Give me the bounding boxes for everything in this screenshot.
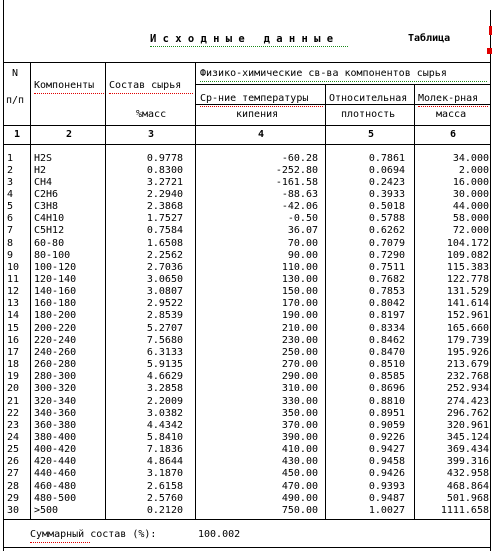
total-value: 100.002 bbox=[198, 529, 241, 540]
relative-density-cell: 0.0694 bbox=[368, 164, 405, 176]
spellcheck-underline bbox=[30, 542, 90, 543]
molecular-mass-cell: 115.383 bbox=[446, 261, 489, 273]
molecular-mass-cell: 468.864 bbox=[446, 480, 489, 492]
col4-header: Ср-ние температуры bbox=[200, 93, 309, 104]
relative-density-cell: 0.8462 bbox=[368, 334, 405, 346]
col2-header: Компоненты bbox=[34, 80, 95, 91]
component-name-cell: 480-500 bbox=[34, 492, 77, 504]
table-row bbox=[0, 286, 493, 298]
spellcheck-mark bbox=[489, 26, 492, 35]
table-row bbox=[0, 383, 493, 395]
row-number-cell: 16 bbox=[7, 334, 20, 346]
row-number-cell: 13 bbox=[7, 298, 20, 310]
molecular-mass-cell: 320.961 bbox=[446, 419, 489, 431]
boiling-temperature-cell: 36.07 bbox=[287, 225, 318, 237]
spellcheck-underline bbox=[200, 106, 323, 107]
molecular-mass-cell: 152.961 bbox=[446, 310, 489, 322]
boiling-temperature-cell: 230.00 bbox=[281, 334, 318, 346]
subheader-rule bbox=[196, 104, 490, 105]
row-number-cell: 25 bbox=[7, 444, 20, 456]
feed-composition-cell: 3.0382 bbox=[146, 407, 183, 419]
row-number-cell: 30 bbox=[7, 504, 20, 516]
row-number-cell: 23 bbox=[7, 419, 20, 431]
row-number-cell: 5 bbox=[7, 201, 14, 213]
row-number-cell: 29 bbox=[7, 492, 20, 504]
component-name-cell: 460-480 bbox=[34, 480, 77, 492]
feed-composition-cell: 2.8539 bbox=[146, 310, 183, 322]
colnum-sep bbox=[195, 125, 196, 144]
boiling-temperature-cell: 90.00 bbox=[287, 249, 318, 261]
feed-composition-cell: 5.2707 bbox=[146, 322, 183, 334]
col5-header: Относительная bbox=[329, 93, 408, 104]
col4-header-line2: кипения bbox=[236, 109, 279, 120]
table-row bbox=[0, 468, 493, 480]
boiling-temperature-cell: 370.00 bbox=[281, 419, 318, 431]
row-number-cell: 11 bbox=[7, 274, 20, 285]
component-name-cell: C2H6 bbox=[34, 188, 59, 200]
table-row bbox=[0, 250, 493, 262]
colnum-sep bbox=[30, 125, 31, 144]
boiling-temperature-cell: 250.00 bbox=[281, 346, 318, 358]
boiling-temperature-cell: -42.06 bbox=[281, 201, 318, 213]
row-number-cell: 20 bbox=[7, 383, 20, 395]
component-name-cell: 60-80 bbox=[34, 237, 65, 249]
feed-composition-cell: 5.8410 bbox=[146, 431, 183, 443]
boiling-temperature-cell: 310.00 bbox=[281, 383, 318, 395]
row-number-cell: 8 bbox=[7, 237, 14, 249]
row-number-cell: 15 bbox=[7, 322, 20, 334]
molecular-mass-cell: 432.958 bbox=[446, 468, 489, 480]
table-row bbox=[0, 201, 493, 213]
table-row bbox=[0, 238, 493, 250]
feed-composition-cell: 2.2009 bbox=[146, 395, 183, 407]
boiling-temperature-cell: 490.00 bbox=[281, 492, 318, 504]
component-name-cell: 440-460 bbox=[34, 468, 77, 480]
table-row bbox=[0, 408, 493, 420]
boiling-temperature-cell: 170.00 bbox=[281, 298, 318, 310]
molecular-mass-cell: 296.762 bbox=[446, 407, 489, 419]
molecular-mass-cell: 213.679 bbox=[446, 359, 489, 371]
boiling-temperature-cell: 350.00 bbox=[281, 407, 318, 419]
row-number-cell: 26 bbox=[7, 456, 20, 468]
feed-composition-cell: 2.7036 bbox=[146, 261, 183, 273]
row-number-cell: 27 bbox=[7, 468, 20, 480]
table-row bbox=[0, 189, 493, 201]
boiling-temperature-cell: 410.00 bbox=[281, 444, 318, 456]
table-row bbox=[0, 274, 493, 286]
col5-header-line2: плотность bbox=[341, 109, 396, 120]
spellcheck-underline bbox=[418, 106, 488, 107]
table-row bbox=[0, 177, 493, 189]
row-number-cell: 6 bbox=[7, 213, 14, 225]
colnum-5: 5 bbox=[368, 129, 375, 140]
component-name-cell: 80-100 bbox=[34, 249, 71, 261]
colnum-4: 4 bbox=[258, 129, 265, 140]
component-name-cell: 240-260 bbox=[34, 346, 77, 358]
row-number-cell: 28 bbox=[7, 480, 20, 492]
feed-composition-cell: 2.3868 bbox=[146, 201, 183, 213]
component-name-cell: 380-400 bbox=[34, 431, 77, 443]
row-number-cell: 3 bbox=[7, 176, 14, 188]
col3-unit: %масс bbox=[136, 109, 167, 120]
body-bottom-rule bbox=[3, 519, 490, 520]
colnum-6: 6 bbox=[450, 129, 457, 140]
relative-density-cell: 0.7861 bbox=[368, 152, 405, 164]
component-name-cell: 220-240 bbox=[34, 334, 77, 346]
molecular-mass-cell: 141.614 bbox=[446, 298, 489, 310]
molecular-mass-cell: 58.000 bbox=[452, 213, 489, 225]
boiling-temperature-cell: 430.00 bbox=[281, 456, 318, 468]
relative-density-cell: 0.9487 bbox=[368, 492, 405, 504]
component-name-cell: 320-340 bbox=[34, 395, 77, 407]
component-name-cell: 340-360 bbox=[34, 407, 77, 419]
boiling-temperature-cell: -252.80 bbox=[275, 164, 318, 176]
relative-density-cell: 0.8585 bbox=[368, 371, 405, 383]
feed-composition-cell: 4.6629 bbox=[146, 371, 183, 383]
molecular-mass-cell: 122.778 bbox=[446, 274, 489, 285]
relative-density-cell: 1.0027 bbox=[368, 504, 405, 516]
molecular-mass-cell: 195.926 bbox=[446, 346, 489, 358]
feed-composition-cell: 3.0807 bbox=[146, 286, 183, 298]
group-header-rule bbox=[196, 84, 490, 85]
table-row bbox=[0, 456, 493, 468]
molecular-mass-cell: 72.000 bbox=[452, 225, 489, 237]
boiling-temperature-cell: 750.00 bbox=[281, 504, 318, 516]
table-row bbox=[0, 481, 493, 493]
table-row bbox=[0, 310, 493, 322]
component-name-cell: >500 bbox=[34, 504, 59, 516]
feed-composition-cell: 3.0650 bbox=[146, 274, 183, 285]
relative-density-cell: 0.8197 bbox=[368, 310, 405, 322]
row-number-cell: 22 bbox=[7, 407, 20, 419]
colnum-3: 3 bbox=[148, 129, 155, 140]
colnum-sep bbox=[105, 125, 106, 144]
component-name-cell: C4H10 bbox=[34, 213, 65, 225]
table-row bbox=[0, 505, 493, 517]
component-name-cell: 200-220 bbox=[34, 322, 77, 334]
col-sep-3 bbox=[195, 62, 196, 125]
spellcheck-mark bbox=[487, 48, 492, 54]
column-number-top-rule bbox=[3, 125, 490, 126]
row-number-cell: 18 bbox=[7, 359, 20, 371]
feed-composition-cell: 4.4342 bbox=[146, 419, 183, 431]
grammar-underline bbox=[200, 81, 487, 82]
feed-composition-cell: 1.6508 bbox=[146, 237, 183, 249]
boiling-temperature-cell: 150.00 bbox=[281, 286, 318, 298]
total-label: Суммарный состав (%): bbox=[30, 529, 157, 540]
feed-composition-cell: 3.2721 bbox=[146, 176, 183, 188]
table-row bbox=[0, 165, 493, 177]
relative-density-cell: 0.9426 bbox=[368, 468, 405, 480]
component-name-cell: H2 bbox=[34, 164, 47, 176]
col3-header: Состав сырья bbox=[109, 80, 182, 91]
boiling-temperature-cell: 290.00 bbox=[281, 371, 318, 383]
spellcheck-underline bbox=[34, 93, 104, 94]
row-number-cell: 12 bbox=[7, 286, 20, 298]
table-row bbox=[0, 396, 493, 408]
colnum-sep bbox=[414, 125, 415, 144]
boiling-temperature-cell: 390.00 bbox=[281, 431, 318, 443]
relative-density-cell: 0.7682 bbox=[368, 274, 405, 285]
component-name-cell: 120-140 bbox=[34, 274, 77, 285]
col1-header: N bbox=[12, 68, 19, 79]
molecular-mass-cell: 30.000 bbox=[452, 188, 489, 200]
boiling-temperature-cell: 330.00 bbox=[281, 395, 318, 407]
header-top-rule bbox=[3, 62, 490, 63]
feed-composition-cell: 2.2562 bbox=[146, 249, 183, 261]
table-row bbox=[0, 347, 493, 359]
molecular-mass-cell: 252.934 bbox=[446, 383, 489, 395]
boiling-temperature-cell: -161.58 bbox=[275, 176, 318, 188]
molecular-mass-cell: 1111.658 bbox=[440, 504, 489, 516]
molecular-mass-cell: 501.968 bbox=[446, 492, 489, 504]
component-name-cell: 160-180 bbox=[34, 298, 77, 310]
relative-density-cell: 0.9393 bbox=[368, 480, 405, 492]
component-name-cell: 100-120 bbox=[34, 261, 77, 273]
feed-composition-cell: 2.9522 bbox=[146, 298, 183, 310]
relative-density-cell: 0.8810 bbox=[368, 395, 405, 407]
molecular-mass-cell: 34.000 bbox=[452, 152, 489, 164]
table-row bbox=[0, 432, 493, 444]
component-name-cell: 400-420 bbox=[34, 444, 77, 456]
grammar-underline bbox=[150, 46, 348, 47]
feed-composition-cell: 0.2120 bbox=[146, 504, 183, 516]
feed-composition-cell: 3.2858 bbox=[146, 383, 183, 395]
molecular-mass-cell: 369.434 bbox=[446, 444, 489, 456]
relative-density-cell: 0.8951 bbox=[368, 407, 405, 419]
col-sep-1 bbox=[30, 62, 31, 125]
boiling-temperature-cell: 70.00 bbox=[287, 237, 318, 249]
molecular-mass-cell: 131.529 bbox=[446, 286, 489, 298]
feed-composition-cell: 0.9778 bbox=[146, 152, 183, 164]
spellcheck-underline bbox=[109, 93, 193, 94]
table-row bbox=[0, 225, 493, 237]
relative-density-cell: 0.3933 bbox=[368, 188, 405, 200]
table-row bbox=[0, 444, 493, 456]
feed-composition-cell: 1.7527 bbox=[146, 213, 183, 225]
group-header: Физико-химические св-ва компонентов сырья bbox=[200, 68, 447, 79]
relative-density-cell: 0.7853 bbox=[368, 286, 405, 298]
relative-density-cell: 0.9458 bbox=[368, 456, 405, 468]
molecular-mass-cell: 109.082 bbox=[446, 249, 489, 261]
col6-header-line2: масса bbox=[436, 109, 467, 120]
footer-bottom-rule bbox=[3, 547, 490, 548]
col1-header-line2: п/п bbox=[6, 95, 25, 106]
row-number-cell: 19 bbox=[7, 371, 20, 383]
relative-density-cell: 0.8042 bbox=[368, 298, 405, 310]
component-name-cell: 260-280 bbox=[34, 359, 77, 371]
relative-density-cell: 0.8334 bbox=[368, 322, 405, 334]
molecular-mass-cell: 345.124 bbox=[446, 431, 489, 443]
component-name-cell: 300-320 bbox=[34, 383, 77, 395]
row-number-cell: 2 bbox=[7, 164, 14, 176]
table-row bbox=[0, 298, 493, 310]
table-row bbox=[0, 371, 493, 383]
boiling-temperature-cell: 110.00 bbox=[281, 261, 318, 273]
relative-density-cell: 0.7511 bbox=[368, 261, 405, 273]
molecular-mass-cell: 165.660 bbox=[446, 322, 489, 334]
feed-composition-cell: 4.8644 bbox=[146, 456, 183, 468]
col-sep-2 bbox=[105, 62, 106, 125]
feed-composition-cell: 3.1870 bbox=[146, 468, 183, 480]
boiling-temperature-cell: -60.28 bbox=[281, 152, 318, 164]
feed-composition-cell: 2.6158 bbox=[146, 480, 183, 492]
table-row bbox=[0, 493, 493, 505]
row-number-cell: 17 bbox=[7, 346, 20, 358]
component-name-cell: 180-200 bbox=[34, 310, 77, 322]
row-number-cell: 10 bbox=[7, 261, 20, 273]
table-row bbox=[0, 262, 493, 274]
boiling-temperature-cell: 190.00 bbox=[281, 310, 318, 322]
boiling-temperature-cell: 210.00 bbox=[281, 322, 318, 334]
molecular-mass-cell: 16.000 bbox=[452, 176, 489, 188]
relative-density-cell: 0.6262 bbox=[368, 225, 405, 237]
row-number-cell: 9 bbox=[7, 249, 14, 261]
boiling-temperature-cell: -88.63 bbox=[281, 188, 318, 200]
colnum-sep bbox=[325, 125, 326, 144]
row-number-cell: 4 bbox=[7, 188, 14, 200]
row-number-cell: 24 bbox=[7, 431, 20, 443]
table-row bbox=[0, 335, 493, 347]
molecular-mass-cell: 232.768 bbox=[446, 371, 489, 383]
table-row bbox=[0, 359, 493, 371]
colnum-2: 2 bbox=[66, 129, 73, 140]
component-name-cell: C5H12 bbox=[34, 225, 65, 237]
component-name-cell: 140-160 bbox=[34, 286, 77, 298]
component-name-cell: H2S bbox=[34, 152, 53, 164]
relative-density-cell: 0.5018 bbox=[368, 201, 405, 213]
feed-composition-cell: 7.1836 bbox=[146, 444, 183, 456]
row-number-cell: 21 bbox=[7, 395, 20, 407]
table-label: Таблица bbox=[408, 33, 451, 44]
relative-density-cell: 0.7079 bbox=[368, 237, 405, 249]
row-number-cell: 1 bbox=[7, 152, 14, 164]
table-row bbox=[0, 323, 493, 335]
boiling-temperature-cell: 450.00 bbox=[281, 468, 318, 480]
relative-density-cell: 0.7290 bbox=[368, 249, 405, 261]
table-row bbox=[0, 420, 493, 432]
colnum-1: 1 bbox=[14, 129, 21, 140]
relative-density-cell: 0.8696 bbox=[368, 383, 405, 395]
feed-composition-cell: 2.2940 bbox=[146, 188, 183, 200]
boiling-temperature-cell: 270.00 bbox=[281, 359, 318, 371]
row-number-cell: 7 bbox=[7, 225, 14, 237]
boiling-temperature-cell: 470.00 bbox=[281, 480, 318, 492]
feed-composition-cell: 0.7584 bbox=[146, 225, 183, 237]
relative-density-cell: 0.9059 bbox=[368, 419, 405, 431]
relative-density-cell: 0.2423 bbox=[368, 176, 405, 188]
relative-density-cell: 0.5788 bbox=[368, 213, 405, 225]
table-row bbox=[0, 153, 493, 165]
relative-density-cell: 0.8510 bbox=[368, 359, 405, 371]
component-name-cell: C3H8 bbox=[34, 201, 59, 213]
feed-composition-cell: 0.8300 bbox=[146, 164, 183, 176]
component-name-cell: 360-380 bbox=[34, 419, 77, 431]
row-number-cell: 14 bbox=[7, 310, 20, 322]
feed-composition-cell: 5.9135 bbox=[146, 359, 183, 371]
component-name-cell: CH4 bbox=[34, 176, 53, 188]
feed-composition-cell: 2.5760 bbox=[146, 492, 183, 504]
boiling-temperature-cell: -0.50 bbox=[287, 213, 318, 225]
molecular-mass-cell: 179.739 bbox=[446, 334, 489, 346]
body-top-rule bbox=[3, 144, 490, 145]
relative-density-cell: 0.9427 bbox=[368, 444, 405, 456]
molecular-mass-cell: 44.000 bbox=[452, 201, 489, 213]
page-title: Исходные данные bbox=[150, 33, 340, 45]
component-name-cell: 280-300 bbox=[34, 371, 77, 383]
relative-density-cell: 0.8470 bbox=[368, 346, 405, 358]
molecular-mass-cell: 2.000 bbox=[458, 164, 489, 176]
table-row bbox=[0, 213, 493, 225]
molecular-mass-cell: 274.423 bbox=[446, 395, 489, 407]
molecular-mass-cell: 399.316 bbox=[446, 456, 489, 468]
boiling-temperature-cell: 130.00 bbox=[281, 274, 318, 285]
molecular-mass-cell: 104.172 bbox=[446, 237, 489, 249]
feed-composition-cell: 7.5680 bbox=[146, 334, 183, 346]
feed-composition-cell: 6.3133 bbox=[146, 346, 183, 358]
relative-density-cell: 0.9226 bbox=[368, 431, 405, 443]
col6-header: Молек-рная bbox=[418, 93, 479, 104]
component-name-cell: 420-440 bbox=[34, 456, 77, 468]
